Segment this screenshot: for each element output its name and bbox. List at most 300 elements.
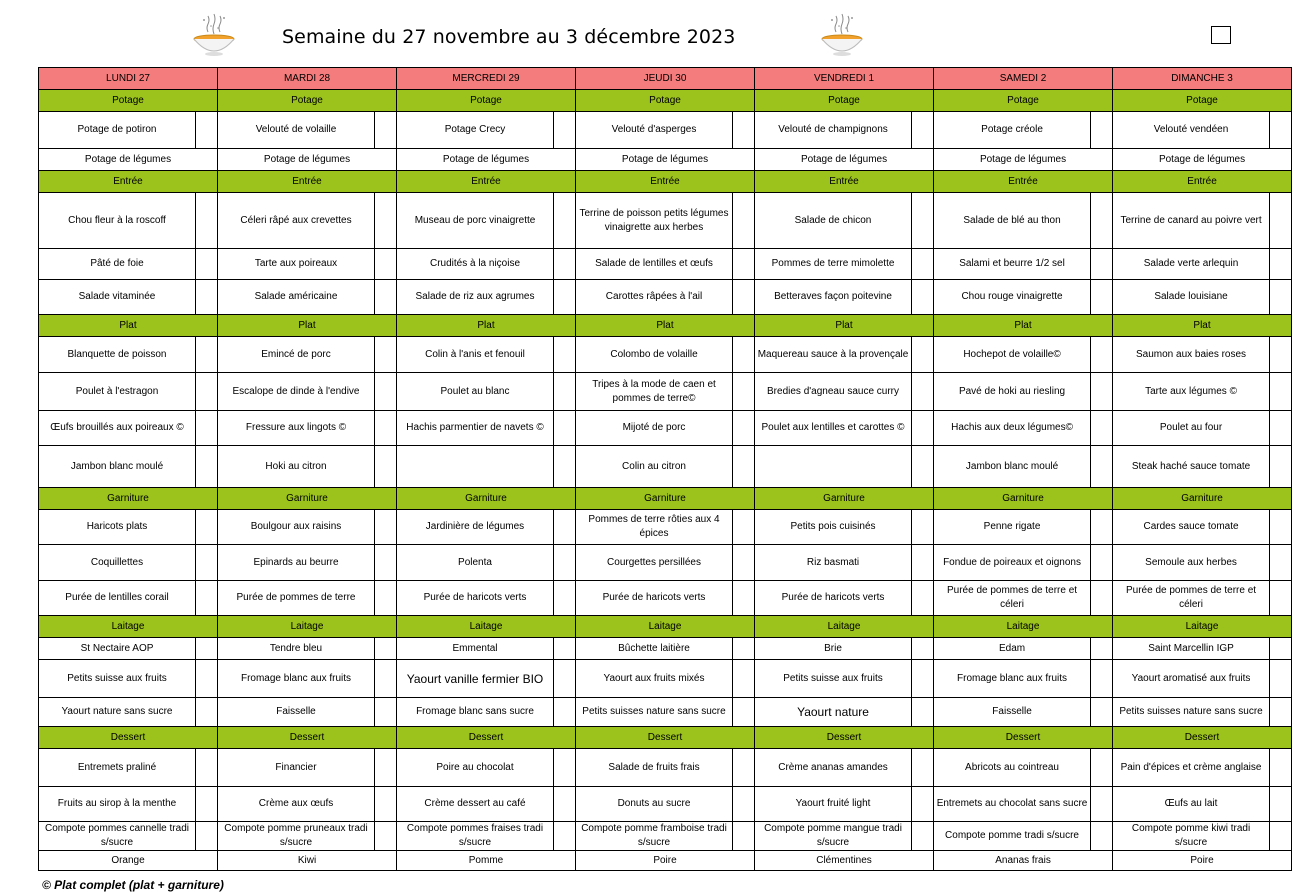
menu-item: Œufs brouillés aux poireaux © bbox=[39, 411, 196, 446]
check-cell bbox=[554, 545, 576, 581]
check-cell bbox=[554, 660, 576, 698]
menu-item: Tarte aux légumes © bbox=[1113, 373, 1270, 411]
section-header-row bbox=[39, 171, 1292, 193]
section-header: Garniture bbox=[218, 488, 397, 510]
check-cell bbox=[733, 249, 755, 280]
check-cell bbox=[196, 638, 218, 660]
menu-item: Yaourt aromatisé aux fruits bbox=[1113, 660, 1270, 698]
menu-item: Purée de pommes de terre et céleri bbox=[1113, 581, 1270, 616]
menu-row bbox=[39, 638, 1292, 660]
menu-item: Poulet aux lentilles et carottes © bbox=[755, 411, 912, 446]
check-cell bbox=[1091, 822, 1113, 851]
menu-item: Purée de lentilles corail bbox=[39, 581, 196, 616]
check-cell bbox=[1270, 510, 1292, 545]
soup-bowl-icon bbox=[190, 12, 238, 58]
menu-row bbox=[39, 581, 1292, 616]
menu-item: Kiwi bbox=[218, 851, 397, 871]
menu-item: Financier bbox=[218, 749, 375, 787]
check-cell bbox=[733, 822, 755, 851]
check-cell bbox=[1091, 337, 1113, 373]
check-cell bbox=[196, 660, 218, 698]
check-cell bbox=[375, 787, 397, 822]
menu-item: Betteraves façon poitevine bbox=[755, 280, 912, 315]
section-header: Potage bbox=[576, 90, 755, 112]
check-cell bbox=[1270, 545, 1292, 581]
check-cell bbox=[196, 822, 218, 851]
menu-item: Pommes de terre mimolette bbox=[755, 249, 912, 280]
check-cell bbox=[196, 510, 218, 545]
menu-item: Abricots au cointreau bbox=[934, 749, 1091, 787]
menu-row bbox=[39, 411, 1292, 446]
menu-item: Salade américaine bbox=[218, 280, 375, 315]
check-cell bbox=[1270, 749, 1292, 787]
check-cell bbox=[733, 280, 755, 315]
menu-item: Purée de haricots verts bbox=[397, 581, 554, 616]
menu-item: Salade de chicon bbox=[755, 193, 912, 249]
check-cell bbox=[375, 638, 397, 660]
check-cell bbox=[912, 373, 934, 411]
check-cell bbox=[1270, 446, 1292, 488]
menu-item: Emincé de porc bbox=[218, 337, 375, 373]
menu-item: Pommes de terre rôties aux 4 épices bbox=[576, 510, 733, 545]
menu-row bbox=[39, 510, 1292, 545]
check-cell bbox=[196, 698, 218, 727]
menu-item: Fondue de poireaux et oignons bbox=[934, 545, 1091, 581]
section-header: Dessert bbox=[397, 727, 576, 749]
menu-item: Haricots plats bbox=[39, 510, 196, 545]
menu-item: Faisselle bbox=[934, 698, 1091, 727]
menu-item: Petits suisses nature sans sucre bbox=[1113, 698, 1270, 727]
menu-item: Yaourt vanille fermier BIO bbox=[397, 660, 554, 698]
check-cell bbox=[1270, 638, 1292, 660]
day-header: MARDI 28 bbox=[218, 68, 397, 90]
menu-item: Fromage blanc sans sucre bbox=[397, 698, 554, 727]
menu-item: Poulet au four bbox=[1113, 411, 1270, 446]
section-header: Dessert bbox=[576, 727, 755, 749]
menu-item: Chou rouge vinaigrette bbox=[934, 280, 1091, 315]
menu-item: Petits suisse aux fruits bbox=[755, 660, 912, 698]
check-cell bbox=[375, 249, 397, 280]
day-header: MERCREDI 29 bbox=[397, 68, 576, 90]
section-header: Potage bbox=[39, 90, 218, 112]
menu-item: Poire au chocolat bbox=[397, 749, 554, 787]
section-header: Plat bbox=[934, 315, 1113, 337]
menu-table bbox=[38, 67, 1292, 871]
menu-row bbox=[39, 112, 1292, 149]
menu-item: Colombo de volaille bbox=[576, 337, 733, 373]
check-cell bbox=[1091, 446, 1113, 488]
check-cell bbox=[554, 373, 576, 411]
check-cell bbox=[375, 373, 397, 411]
menu-item: Velouté de volaille bbox=[218, 112, 375, 149]
check-cell bbox=[1091, 280, 1113, 315]
menu-item: Yaourt nature sans sucre bbox=[39, 698, 196, 727]
menu-item: Mijoté de porc bbox=[576, 411, 733, 446]
menu-item: Jambon blanc moulé bbox=[934, 446, 1091, 488]
menu-row bbox=[39, 822, 1292, 851]
check-cell bbox=[1091, 112, 1113, 149]
check-cell bbox=[733, 787, 755, 822]
menu-item: Purée de pommes de terre et céleri bbox=[934, 581, 1091, 616]
menu-item: Céleri râpé aux crevettes bbox=[218, 193, 375, 249]
check-cell bbox=[554, 112, 576, 149]
check-cell bbox=[733, 112, 755, 149]
menu-item: Hoki au citron bbox=[218, 446, 375, 488]
menu-item bbox=[397, 446, 554, 488]
check-cell bbox=[196, 446, 218, 488]
check-cell bbox=[1091, 787, 1113, 822]
section-header: Potage bbox=[755, 90, 934, 112]
check-cell bbox=[912, 638, 934, 660]
section-header: Garniture bbox=[1113, 488, 1292, 510]
menu-item: Poulet à l'estragon bbox=[39, 373, 196, 411]
section-header: Garniture bbox=[755, 488, 934, 510]
menu-item: Œufs au lait bbox=[1113, 787, 1270, 822]
menu-item: Saumon aux baies roses bbox=[1113, 337, 1270, 373]
check-cell bbox=[912, 545, 934, 581]
menu-item bbox=[755, 446, 912, 488]
section-header: Plat bbox=[39, 315, 218, 337]
check-cell bbox=[1270, 112, 1292, 149]
check-cell bbox=[554, 581, 576, 616]
menu-item: Salade verte arlequin bbox=[1113, 249, 1270, 280]
menu-item: Potage de légumes bbox=[1113, 149, 1292, 171]
menu-item: Compote pommes cannelle tradi s/sucre bbox=[39, 822, 196, 851]
menu-row bbox=[39, 249, 1292, 280]
section-header: Laitage bbox=[1113, 616, 1292, 638]
check-cell bbox=[1270, 787, 1292, 822]
menu-item: Velouté de champignons bbox=[755, 112, 912, 149]
menu-item: St Nectaire AOP bbox=[39, 638, 196, 660]
menu-item: Salade de fruits frais bbox=[576, 749, 733, 787]
check-cell bbox=[1270, 698, 1292, 727]
menu-item: Bûchette laitière bbox=[576, 638, 733, 660]
check-cell bbox=[733, 411, 755, 446]
menu-row bbox=[39, 446, 1292, 488]
menu-item: Emmental bbox=[397, 638, 554, 660]
section-header: Laitage bbox=[397, 616, 576, 638]
day-header: SAMEDI 2 bbox=[934, 68, 1113, 90]
check-cell bbox=[554, 787, 576, 822]
check-cell bbox=[196, 373, 218, 411]
menu-item: Faisselle bbox=[218, 698, 375, 727]
menu-item: Fromage blanc aux fruits bbox=[934, 660, 1091, 698]
day-header: LUNDI 27 bbox=[39, 68, 218, 90]
section-header: Entrée bbox=[755, 171, 934, 193]
check-cell bbox=[733, 749, 755, 787]
menu-item: Courgettes persillées bbox=[576, 545, 733, 581]
menu-row bbox=[39, 193, 1292, 249]
check-cell bbox=[375, 822, 397, 851]
menu-item: Crème aux œufs bbox=[218, 787, 375, 822]
menu-item: Hachis parmentier de navets © bbox=[397, 411, 554, 446]
soup-bowl-icon bbox=[818, 12, 866, 58]
check-cell bbox=[375, 112, 397, 149]
check-cell bbox=[912, 249, 934, 280]
menu-item: Potage de légumes bbox=[755, 149, 934, 171]
check-cell bbox=[1091, 581, 1113, 616]
check-cell bbox=[912, 193, 934, 249]
check-cell bbox=[912, 280, 934, 315]
check-cell bbox=[1270, 411, 1292, 446]
menu-item: Clémentines bbox=[755, 851, 934, 871]
day-header: JEUDI 30 bbox=[576, 68, 755, 90]
check-cell bbox=[733, 446, 755, 488]
section-header: Garniture bbox=[934, 488, 1113, 510]
menu-item: Museau de porc vinaigrette bbox=[397, 193, 554, 249]
menu-item: Purée de pommes de terre bbox=[218, 581, 375, 616]
menu-item: Coquillettes bbox=[39, 545, 196, 581]
menu-item: Saint Marcellin IGP bbox=[1113, 638, 1270, 660]
day-header-row bbox=[39, 68, 1292, 90]
section-header: Entrée bbox=[934, 171, 1113, 193]
section-header: Laitage bbox=[39, 616, 218, 638]
section-header-row bbox=[39, 727, 1292, 749]
check-cell bbox=[196, 249, 218, 280]
section-header: Dessert bbox=[39, 727, 218, 749]
check-cell bbox=[912, 581, 934, 616]
menu-item: Polenta bbox=[397, 545, 554, 581]
menu-item: Crème dessert au café bbox=[397, 787, 554, 822]
menu-item: Escalope de dinde à l'endive bbox=[218, 373, 375, 411]
checkbox[interactable] bbox=[1211, 26, 1231, 44]
section-header: Potage bbox=[218, 90, 397, 112]
check-cell bbox=[196, 545, 218, 581]
menu-item: Entremets au chocolat sans sucre bbox=[934, 787, 1091, 822]
check-cell bbox=[375, 446, 397, 488]
section-header: Entrée bbox=[39, 171, 218, 193]
menu-row bbox=[39, 373, 1292, 411]
check-cell bbox=[196, 411, 218, 446]
menu-item: Ananas frais bbox=[934, 851, 1113, 871]
menu-item: Hachis aux deux légumes© bbox=[934, 411, 1091, 446]
day-header: DIMANCHE 3 bbox=[1113, 68, 1292, 90]
section-header: Garniture bbox=[39, 488, 218, 510]
section-header-row bbox=[39, 90, 1292, 112]
check-cell bbox=[1091, 698, 1113, 727]
section-header: Entrée bbox=[1113, 171, 1292, 193]
menu-item: Hochepot de volaille© bbox=[934, 337, 1091, 373]
menu-item: Pavé de hoki au riesling bbox=[934, 373, 1091, 411]
menu-item: Salade louisiane bbox=[1113, 280, 1270, 315]
check-cell bbox=[554, 638, 576, 660]
check-cell bbox=[733, 545, 755, 581]
check-cell bbox=[554, 249, 576, 280]
check-cell bbox=[554, 822, 576, 851]
menu-item: Tarte aux poireaux bbox=[218, 249, 375, 280]
check-cell bbox=[1091, 249, 1113, 280]
check-cell bbox=[1091, 749, 1113, 787]
menu-item: Orange bbox=[39, 851, 218, 871]
menu-item: Fruits au sirop à la menthe bbox=[39, 787, 196, 822]
check-cell bbox=[1270, 660, 1292, 698]
menu-item: Potage de légumes bbox=[39, 149, 218, 171]
menu-item: Salade de blé au thon bbox=[934, 193, 1091, 249]
check-cell bbox=[733, 193, 755, 249]
check-cell bbox=[912, 510, 934, 545]
menu-item: Chou fleur à la roscoff bbox=[39, 193, 196, 249]
menu-item: Penne rigate bbox=[934, 510, 1091, 545]
menu-item: Velouté vendéen bbox=[1113, 112, 1270, 149]
menu-item: Pâté de foie bbox=[39, 249, 196, 280]
menu-item: Poire bbox=[576, 851, 755, 871]
menu-item: Terrine de canard au poivre vert bbox=[1113, 193, 1270, 249]
menu-item: Carottes râpées à l'ail bbox=[576, 280, 733, 315]
check-cell bbox=[1091, 638, 1113, 660]
section-header: Garniture bbox=[397, 488, 576, 510]
menu-item: Cardes sauce tomate bbox=[1113, 510, 1270, 545]
menu-item: Terrine de poisson petits légumes vinaigrette aux herbes bbox=[576, 193, 733, 249]
menu-item: Salade de riz aux agrumes bbox=[397, 280, 554, 315]
menu-item: Compote pomme tradi s/sucre bbox=[934, 822, 1091, 851]
menu-item: Jardinière de légumes bbox=[397, 510, 554, 545]
check-cell bbox=[375, 698, 397, 727]
section-header: Plat bbox=[576, 315, 755, 337]
menu-item: Compote pomme mangue tradi s/sucre bbox=[755, 822, 912, 851]
menu-item: Compote pomme kiwi tradi s/sucre bbox=[1113, 822, 1270, 851]
check-cell bbox=[554, 280, 576, 315]
menu-item: Entremets praliné bbox=[39, 749, 196, 787]
menu-item: Yaourt fruité light bbox=[755, 787, 912, 822]
menu-item: Blanquette de poisson bbox=[39, 337, 196, 373]
menu-item: Colin à l'anis et fenouil bbox=[397, 337, 554, 373]
check-cell bbox=[375, 337, 397, 373]
check-cell bbox=[1270, 581, 1292, 616]
menu-item: Potage créole bbox=[934, 112, 1091, 149]
menu-item: Edam bbox=[934, 638, 1091, 660]
section-header: Potage bbox=[934, 90, 1113, 112]
section-header: Entrée bbox=[397, 171, 576, 193]
menu-item: Fressure aux lingots © bbox=[218, 411, 375, 446]
check-cell bbox=[375, 660, 397, 698]
menu-row bbox=[39, 698, 1292, 727]
check-cell bbox=[196, 337, 218, 373]
menu-item: Salade vitaminée bbox=[39, 280, 196, 315]
menu-item: Boulgour aux raisins bbox=[218, 510, 375, 545]
menu-item: Potage de légumes bbox=[576, 149, 755, 171]
menu-item: Epinards au beurre bbox=[218, 545, 375, 581]
check-cell bbox=[733, 660, 755, 698]
section-header: Dessert bbox=[755, 727, 934, 749]
section-header: Entrée bbox=[218, 171, 397, 193]
check-cell bbox=[1091, 411, 1113, 446]
check-cell bbox=[196, 787, 218, 822]
menu-item: Pomme bbox=[397, 851, 576, 871]
check-cell bbox=[733, 337, 755, 373]
menu-item: Semoule aux herbes bbox=[1113, 545, 1270, 581]
check-cell bbox=[1091, 510, 1113, 545]
check-cell bbox=[375, 193, 397, 249]
section-header: Garniture bbox=[576, 488, 755, 510]
check-cell bbox=[1091, 660, 1113, 698]
menu-row bbox=[39, 660, 1292, 698]
check-cell bbox=[733, 698, 755, 727]
check-cell bbox=[912, 749, 934, 787]
check-cell bbox=[733, 581, 755, 616]
menu-item: Maquereau sauce à la provençale bbox=[755, 337, 912, 373]
menu-item: Yaourt nature bbox=[755, 698, 912, 727]
check-cell bbox=[554, 337, 576, 373]
section-header: Laitage bbox=[218, 616, 397, 638]
check-cell bbox=[375, 510, 397, 545]
section-header: Laitage bbox=[934, 616, 1113, 638]
menu-item: Purée de haricots verts bbox=[755, 581, 912, 616]
check-cell bbox=[912, 337, 934, 373]
menu-item: Riz basmati bbox=[755, 545, 912, 581]
check-cell bbox=[196, 749, 218, 787]
section-header: Dessert bbox=[218, 727, 397, 749]
section-header: Laitage bbox=[755, 616, 934, 638]
section-header: Dessert bbox=[1113, 727, 1292, 749]
check-cell bbox=[1270, 337, 1292, 373]
menu-item: Salami et beurre 1/2 sel bbox=[934, 249, 1091, 280]
section-header: Plat bbox=[218, 315, 397, 337]
menu-item: Potage de légumes bbox=[934, 149, 1113, 171]
menu-item: Compote pommes fraises tradi s/sucre bbox=[397, 822, 554, 851]
check-cell bbox=[1270, 280, 1292, 315]
check-cell bbox=[196, 193, 218, 249]
menu-row bbox=[39, 749, 1292, 787]
menu-item: Tendre bleu bbox=[218, 638, 375, 660]
menu-item: Compote pomme pruneaux tradi s/sucre bbox=[218, 822, 375, 851]
check-cell bbox=[1270, 822, 1292, 851]
menu-item: Petits suisse aux fruits bbox=[39, 660, 196, 698]
menu-row bbox=[39, 787, 1292, 822]
menu-item: Petits pois cuisinés bbox=[755, 510, 912, 545]
menu-item: Poire bbox=[1113, 851, 1292, 871]
check-cell bbox=[554, 749, 576, 787]
check-cell bbox=[733, 373, 755, 411]
menu-row bbox=[39, 545, 1292, 581]
check-cell bbox=[554, 411, 576, 446]
check-cell bbox=[912, 112, 934, 149]
section-header: Potage bbox=[397, 90, 576, 112]
section-header-row bbox=[39, 488, 1292, 510]
day-header: VENDREDI 1 bbox=[755, 68, 934, 90]
menu-item: Fromage blanc aux fruits bbox=[218, 660, 375, 698]
menu-item: Potage Crecy bbox=[397, 112, 554, 149]
check-cell bbox=[196, 280, 218, 315]
section-header: Entrée bbox=[576, 171, 755, 193]
menu-item: Yaourt aux fruits mixés bbox=[576, 660, 733, 698]
check-cell bbox=[554, 698, 576, 727]
check-cell bbox=[912, 698, 934, 727]
section-header-row bbox=[39, 315, 1292, 337]
check-cell bbox=[912, 787, 934, 822]
menu-item: Compote pomme framboise tradi s/sucre bbox=[576, 822, 733, 851]
check-cell bbox=[554, 193, 576, 249]
menu-item: Salade de lentilles et œufs bbox=[576, 249, 733, 280]
check-cell bbox=[375, 280, 397, 315]
menu-item: Bredies d'agneau sauce curry bbox=[755, 373, 912, 411]
menu-item: Steak haché sauce tomate bbox=[1113, 446, 1270, 488]
check-cell bbox=[1270, 249, 1292, 280]
menu-item: Potage de légumes bbox=[397, 149, 576, 171]
check-cell bbox=[554, 446, 576, 488]
check-cell bbox=[1270, 193, 1292, 249]
check-cell bbox=[554, 510, 576, 545]
menu-row bbox=[39, 851, 1292, 871]
check-cell bbox=[375, 411, 397, 446]
menu-item: Petits suisses nature sans sucre bbox=[576, 698, 733, 727]
check-cell bbox=[1091, 193, 1113, 249]
check-cell bbox=[375, 581, 397, 616]
footnote: © Plat complet (plat + garniture) bbox=[42, 878, 224, 892]
menu-item: Velouté d'asperges bbox=[576, 112, 733, 149]
check-cell bbox=[375, 749, 397, 787]
menu-item: Potage de potiron bbox=[39, 112, 196, 149]
check-cell bbox=[1091, 373, 1113, 411]
